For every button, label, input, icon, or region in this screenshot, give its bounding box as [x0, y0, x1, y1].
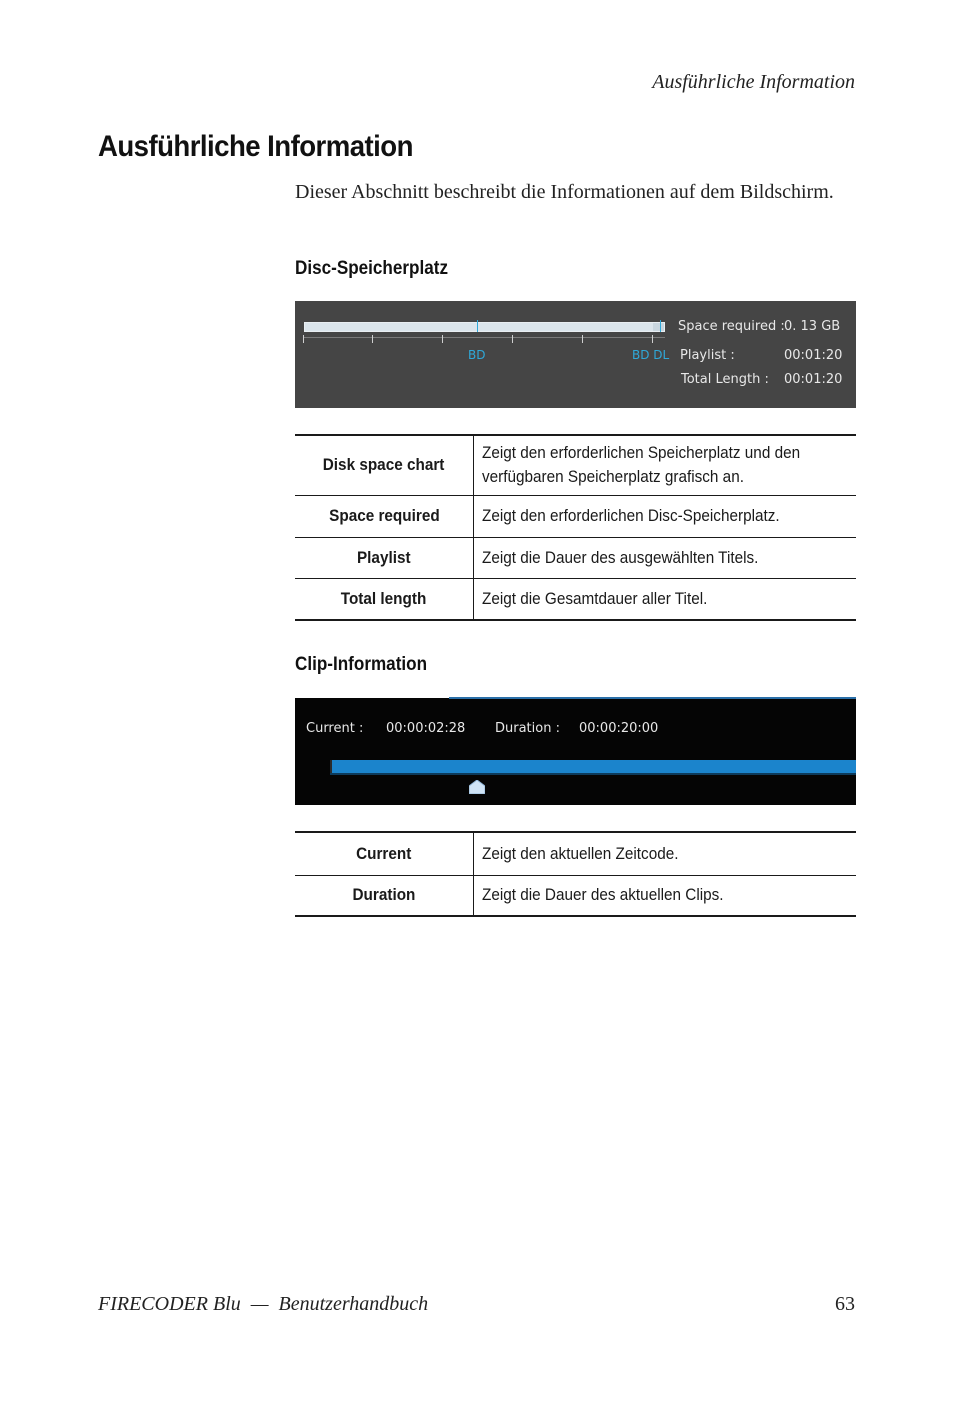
- intro-paragraph: Dieser Abschnitt beschreibt die Informationen auf dem Bildschirm.: [295, 181, 834, 203]
- clip-top-border: [449, 697, 856, 699]
- page-number: 63: [835, 1293, 855, 1315]
- table-definition: Zeigt die Dauer des ausgewählten Titels.: [474, 537, 857, 578]
- bd-marker: [477, 320, 478, 332]
- table-definition: Zeigt den erforderlichen Speicherplatz und den verfügbaren Speicherplatz grafisch an.: [474, 435, 857, 495]
- table-row: [295, 875, 856, 916]
- table-term: Duration: [295, 875, 474, 916]
- clip-progress-shadow: [330, 773, 856, 775]
- bd-dl-label: BD DL: [632, 348, 670, 362]
- chart-tick: [442, 335, 443, 343]
- duration-label: Duration :: [495, 721, 560, 736]
- clip-progress-start: [330, 760, 332, 773]
- space-required-value: 0. 13 GB: [784, 319, 841, 334]
- disc-section-heading: Disc-Speicherplatz: [295, 258, 448, 279]
- clip-progress-bar[interactable]: [330, 760, 856, 773]
- duration-value: 00:00:20:00: [579, 721, 659, 736]
- chart-tick: [582, 335, 583, 343]
- footer-title: FIRECODER Blu — Benutzerhandbuch: [98, 1293, 429, 1315]
- page-title: Ausführliche Information: [98, 130, 413, 163]
- playhead-icon[interactable]: [469, 780, 485, 794]
- space-required-label: Space required :: [678, 319, 785, 334]
- total-length-value: 00:01:20: [784, 372, 843, 387]
- current-label: Current :: [306, 721, 364, 736]
- disc-info-table: [295, 434, 856, 621]
- disk-space-chart-bar: [304, 322, 665, 332]
- chart-tick: [372, 335, 373, 343]
- table-term: Space required: [295, 495, 474, 537]
- chart-tick: [652, 335, 653, 343]
- table-row: [295, 832, 856, 875]
- table-row: [295, 495, 856, 537]
- table-row: [295, 578, 856, 620]
- playlist-value: 00:01:20: [784, 348, 843, 363]
- table-term: Disk space chart: [295, 435, 474, 495]
- disk-space-chart-fill: [305, 323, 653, 331]
- table-definition: Zeigt die Dauer des aktuellen Clips.: [474, 875, 857, 916]
- table-term: Current: [295, 832, 474, 875]
- running-header: Ausführliche Information: [652, 71, 855, 93]
- table-definition: Zeigt den aktuellen Zeitcode.: [474, 832, 857, 875]
- total-length-label: Total Length :: [681, 372, 769, 387]
- table-definition: Zeigt den erforderlichen Disc-Speicherplatz.: [474, 495, 857, 537]
- chart-tick: [512, 335, 513, 343]
- chart-tick: [303, 335, 304, 343]
- clip-info-table: [295, 831, 856, 917]
- chart-axis-line: [304, 337, 665, 338]
- clip-section-heading: Clip-Information: [295, 654, 428, 675]
- clip-information-screenshot: [295, 697, 856, 805]
- current-value: 00:00:02:28: [386, 721, 466, 736]
- playlist-label: Playlist :: [680, 348, 735, 363]
- table-row: [295, 537, 856, 578]
- disc-space-screenshot: [295, 301, 856, 408]
- bd-dl-marker: [660, 320, 661, 332]
- table-term: Playlist: [295, 537, 474, 578]
- table-definition: Zeigt die Gesamtdauer aller Titel.: [474, 578, 857, 620]
- bd-label: BD: [468, 348, 486, 362]
- table-term: Total length: [295, 578, 474, 620]
- table-row: [295, 435, 856, 495]
